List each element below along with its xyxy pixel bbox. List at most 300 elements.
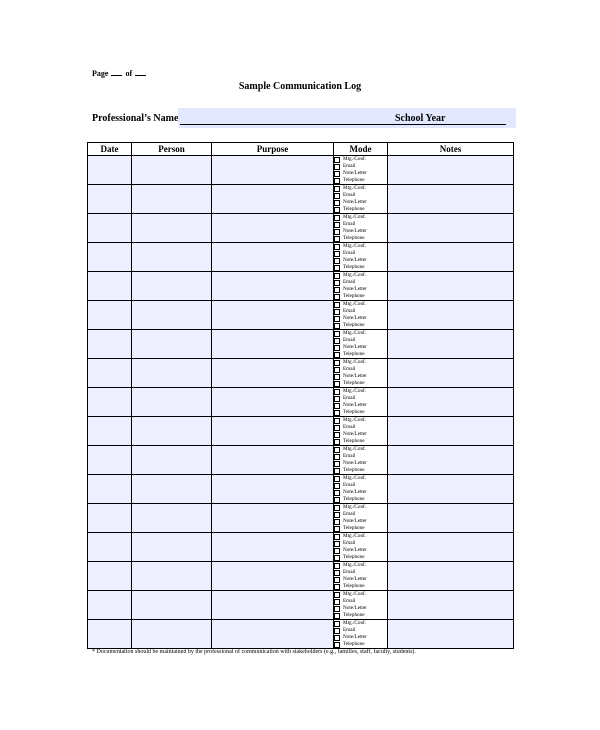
mode-option [334, 562, 387, 569]
mode-option-label: Note/Letter [343, 170, 367, 176]
table-row [88, 504, 514, 533]
mode-cell [334, 272, 388, 301]
mode-option [334, 605, 387, 612]
table-header-row [88, 143, 514, 156]
mode-checkbox[interactable] [334, 200, 340, 206]
mode-cell [334, 446, 388, 475]
mode-checkbox[interactable] [334, 642, 340, 648]
mode-option-label: Mtg./Conf. [343, 388, 367, 394]
mode-option [334, 156, 387, 163]
mode-checkbox[interactable] [334, 599, 340, 605]
mode-option-label: Note/Letter [343, 605, 367, 611]
notes-cell[interactable] [388, 446, 514, 475]
mode-option [334, 511, 387, 518]
person-cell[interactable] [132, 272, 212, 301]
mode-option-label: Mtg./Conf. [343, 620, 367, 626]
mode-cell [334, 504, 388, 533]
mode-option [334, 569, 387, 576]
mode-option-label: Telephone [343, 525, 365, 531]
mode-option-label: Note/Letter [343, 576, 367, 582]
date-cell[interactable] [88, 591, 132, 620]
mode-checkbox[interactable] [334, 570, 340, 576]
mode-checkbox[interactable] [334, 302, 340, 308]
mode-option-label: Note/Letter [343, 228, 367, 234]
mode-option [334, 446, 387, 453]
purpose-cell[interactable] [212, 591, 334, 620]
mode-checkbox[interactable] [334, 178, 340, 184]
mode-option [334, 221, 387, 228]
mode-checkbox[interactable] [334, 323, 340, 329]
mode-checkbox[interactable] [334, 505, 340, 511]
mode-option [334, 518, 387, 525]
mode-option [334, 301, 387, 308]
mode-option [334, 627, 387, 634]
mode-option-label: Note/Letter [343, 547, 367, 553]
mode-option-label: Email [343, 395, 356, 401]
table-body [88, 156, 514, 649]
mode-option [334, 583, 387, 590]
mode-cell [334, 359, 388, 388]
notes-cell[interactable] [388, 504, 514, 533]
mode-option [334, 315, 387, 322]
mode-option [334, 257, 387, 264]
mode-checkbox[interactable] [334, 534, 340, 540]
mode-option [334, 199, 387, 206]
mode-option [334, 612, 387, 619]
mode-checkbox[interactable] [334, 410, 340, 416]
mode-option-label: Note/Letter [343, 373, 367, 379]
mode-checkbox[interactable] [334, 309, 340, 315]
column-header-date: Date [88, 143, 132, 156]
date-cell[interactable] [88, 243, 132, 272]
page-title [0, 81, 600, 92]
mode-option-label: Telephone [343, 409, 365, 415]
date-cell[interactable] [88, 301, 132, 330]
mode-option [334, 235, 387, 242]
mode-checkbox[interactable] [334, 280, 340, 286]
notes-cell[interactable] [388, 417, 514, 446]
date-cell[interactable] [88, 330, 132, 359]
mode-option-label: Mtg./Conf. [343, 330, 367, 336]
mode-option-label: Email [343, 308, 356, 314]
mode-option-label: Mtg./Conf. [343, 562, 367, 568]
professional-name-label: Professional’s Name [92, 113, 179, 124]
mode-option-label: Email [343, 163, 356, 169]
mode-option [334, 185, 387, 192]
page-label: Page [92, 69, 109, 78]
person-cell[interactable] [132, 156, 212, 185]
mode-cell [334, 562, 388, 591]
mode-cell [334, 388, 388, 417]
mode-cell [334, 591, 388, 620]
mode-option [334, 598, 387, 605]
person-cell[interactable] [132, 504, 212, 533]
table-row [88, 185, 514, 214]
mode-checkbox[interactable] [334, 294, 340, 300]
table-row [88, 533, 514, 562]
mode-cell [334, 214, 388, 243]
person-cell[interactable] [132, 562, 212, 591]
mode-option-label: Mtg./Conf. [343, 591, 367, 597]
mode-checkbox[interactable] [334, 236, 340, 242]
notes-cell[interactable] [388, 330, 514, 359]
mode-option-label: Telephone [343, 177, 365, 183]
mode-checkbox[interactable] [334, 222, 340, 228]
notes-cell[interactable] [388, 272, 514, 301]
notes-cell[interactable] [388, 243, 514, 272]
mode-option [334, 467, 387, 474]
mode-checkbox[interactable] [334, 541, 340, 547]
mode-checkbox[interactable] [334, 439, 340, 445]
mode-checkbox[interactable] [334, 164, 340, 170]
mode-checkbox[interactable] [334, 316, 340, 322]
page-number-blank[interactable] [111, 68, 122, 76]
mode-option-label: Email [343, 366, 356, 372]
person-cell[interactable] [132, 417, 212, 446]
mode-option-label: Email [343, 192, 356, 198]
table-row [88, 620, 514, 649]
mode-checkbox[interactable] [334, 584, 340, 590]
mode-option-label: Note/Letter [343, 460, 367, 466]
mode-checkbox[interactable] [334, 526, 340, 532]
mode-checkbox[interactable] [334, 418, 340, 424]
table-row [88, 272, 514, 301]
mode-option [334, 554, 387, 561]
mode-option-label: Note/Letter [343, 431, 367, 437]
mode-option-label: Telephone [343, 235, 365, 241]
column-header-purpose: Purpose [212, 143, 334, 156]
mode-option-label: Mtg./Conf. [343, 185, 367, 191]
mode-checkbox[interactable] [334, 519, 340, 525]
mode-checkbox[interactable] [334, 360, 340, 366]
notes-cell[interactable] [388, 475, 514, 504]
mode-checkbox[interactable] [334, 229, 340, 235]
communication-log-table [87, 142, 514, 649]
mode-option-label: Telephone [343, 293, 365, 299]
person-cell[interactable] [132, 214, 212, 243]
notes-cell[interactable] [388, 388, 514, 417]
mode-option-label: Mtg./Conf. [343, 214, 367, 220]
table-row [88, 243, 514, 272]
person-cell[interactable] [132, 330, 212, 359]
person-cell[interactable] [132, 243, 212, 272]
mode-checkbox[interactable] [334, 454, 340, 460]
mode-option-label: Email [343, 279, 356, 285]
mode-option-label: Telephone [343, 322, 365, 328]
person-cell[interactable] [132, 185, 212, 214]
mode-checkbox[interactable] [334, 490, 340, 496]
mode-option [334, 547, 387, 554]
purpose-cell[interactable] [212, 243, 334, 272]
mode-checkbox[interactable] [334, 592, 340, 598]
table-row [88, 156, 514, 185]
mode-option [334, 576, 387, 583]
mode-option [334, 373, 387, 380]
mode-checkbox[interactable] [334, 186, 340, 192]
mode-option-label: Mtg./Conf. [343, 243, 367, 249]
school-year-underline [448, 124, 506, 125]
mode-checkbox[interactable] [334, 577, 340, 583]
date-cell[interactable] [88, 359, 132, 388]
school-year-field[interactable] [448, 108, 516, 128]
mode-checkbox[interactable] [334, 207, 340, 213]
purpose-cell[interactable] [212, 475, 334, 504]
mode-checkbox[interactable] [334, 483, 340, 489]
mode-option [334, 264, 387, 271]
notes-cell[interactable] [388, 591, 514, 620]
purpose-cell[interactable] [212, 620, 334, 649]
mode-option [334, 460, 387, 467]
mode-option [334, 351, 387, 358]
date-cell[interactable] [88, 417, 132, 446]
mode-cell [334, 417, 388, 446]
mode-option-label: Mtg./Conf. [343, 533, 367, 539]
mode-cell [334, 301, 388, 330]
mode-checkbox[interactable] [334, 621, 340, 627]
purpose-cell[interactable] [212, 272, 334, 301]
date-cell[interactable] [88, 388, 132, 417]
mode-option-label: Note/Letter [343, 518, 367, 524]
mode-option-label: Note/Letter [343, 634, 367, 640]
purpose-cell[interactable] [212, 504, 334, 533]
person-cell[interactable] [132, 533, 212, 562]
mode-option [334, 330, 387, 337]
mode-option [334, 214, 387, 221]
mode-checkbox[interactable] [334, 548, 340, 554]
notes-cell[interactable] [388, 359, 514, 388]
mode-checkbox[interactable] [334, 476, 340, 482]
date-cell[interactable] [88, 533, 132, 562]
date-cell[interactable] [88, 214, 132, 243]
notes-cell[interactable] [388, 156, 514, 185]
notes-cell[interactable] [388, 214, 514, 243]
mode-checkbox[interactable] [334, 432, 340, 438]
mode-cell [334, 243, 388, 272]
mode-option [334, 402, 387, 409]
table-row [88, 214, 514, 243]
mode-option-label: Email [343, 221, 356, 227]
mode-cell [334, 156, 388, 185]
person-cell[interactable] [132, 591, 212, 620]
mode-checkbox[interactable] [334, 215, 340, 221]
mode-checkbox[interactable] [334, 468, 340, 474]
page-title-text: Sample Communication Log [238, 81, 362, 92]
table-row [88, 330, 514, 359]
mode-option-label: Mtg./Conf. [343, 272, 367, 278]
mode-option [334, 337, 387, 344]
mode-option-label: Email [343, 627, 356, 633]
purpose-cell[interactable] [212, 562, 334, 591]
person-cell[interactable] [132, 620, 212, 649]
mode-option-label: Telephone [343, 612, 365, 618]
purpose-cell[interactable] [212, 330, 334, 359]
mode-checkbox[interactable] [334, 331, 340, 337]
mode-checkbox[interactable] [334, 425, 340, 431]
mode-option [334, 417, 387, 424]
mode-option-label: Telephone [343, 583, 365, 589]
mode-option-label: Note/Letter [343, 257, 367, 263]
purpose-cell[interactable] [212, 417, 334, 446]
mode-option-label: Email [343, 598, 356, 604]
column-header-person: Person [132, 143, 212, 156]
mode-option [334, 250, 387, 257]
mode-option-label: Mtg./Conf. [343, 504, 367, 510]
mode-option [334, 395, 387, 402]
mode-option [334, 438, 387, 445]
mode-checkbox[interactable] [334, 381, 340, 387]
mode-option-label: Note/Letter [343, 489, 367, 495]
purpose-cell[interactable] [212, 214, 334, 243]
date-cell[interactable] [88, 446, 132, 475]
date-cell[interactable] [88, 185, 132, 214]
mode-checkbox[interactable] [334, 563, 340, 569]
notes-cell[interactable] [388, 301, 514, 330]
mode-checkbox[interactable] [334, 512, 340, 518]
mode-option [334, 409, 387, 416]
mode-option [334, 308, 387, 315]
mode-option-label: Note/Letter [343, 402, 367, 408]
mode-checkbox[interactable] [334, 447, 340, 453]
mode-option [334, 453, 387, 460]
mode-option [334, 163, 387, 170]
mode-option [334, 496, 387, 503]
mode-checkbox[interactable] [334, 251, 340, 257]
column-header-mode: Mode [334, 143, 388, 156]
date-cell[interactable] [88, 475, 132, 504]
mode-option-label: Telephone [343, 496, 365, 502]
table-row [88, 591, 514, 620]
mode-checkbox[interactable] [334, 273, 340, 279]
professional-name-underline [180, 124, 482, 125]
mode-option-label: Note/Letter [343, 199, 367, 205]
table-row [88, 446, 514, 475]
mode-option [334, 525, 387, 532]
mode-option [334, 228, 387, 235]
mode-option-label: Note/Letter [343, 286, 367, 292]
mode-cell [334, 533, 388, 562]
mode-cell [334, 185, 388, 214]
mode-option [334, 177, 387, 184]
school-year-label: School Year [395, 113, 446, 124]
date-cell[interactable] [88, 156, 132, 185]
professional-info-row [92, 108, 517, 130]
mode-checkbox[interactable] [334, 635, 340, 641]
mode-checkbox[interactable] [334, 389, 340, 395]
mode-option [334, 272, 387, 279]
mode-option-label: Mtg./Conf. [343, 475, 367, 481]
date-cell[interactable] [88, 620, 132, 649]
person-cell[interactable] [132, 475, 212, 504]
purpose-cell[interactable] [212, 301, 334, 330]
notes-cell[interactable] [388, 562, 514, 591]
person-cell[interactable] [132, 446, 212, 475]
mode-option [334, 279, 387, 286]
purpose-cell[interactable] [212, 359, 334, 388]
mode-checkbox[interactable] [334, 367, 340, 373]
mode-option [334, 489, 387, 496]
mode-checkbox[interactable] [334, 374, 340, 380]
mode-checkbox[interactable] [334, 258, 340, 264]
mode-checkbox[interactable] [334, 287, 340, 293]
person-cell[interactable] [132, 359, 212, 388]
mode-option [334, 322, 387, 329]
date-cell[interactable] [88, 272, 132, 301]
purpose-cell[interactable] [212, 156, 334, 185]
column-header-notes: Notes [388, 143, 514, 156]
mode-option-label: Telephone [343, 206, 365, 212]
mode-checkbox[interactable] [334, 606, 340, 612]
purpose-cell[interactable] [212, 388, 334, 417]
mode-option [334, 475, 387, 482]
mode-checkbox[interactable] [334, 555, 340, 561]
mode-option-label: Telephone [343, 467, 365, 473]
mode-checkbox[interactable] [334, 461, 340, 467]
of-label: of [125, 69, 133, 78]
purpose-cell[interactable] [212, 446, 334, 475]
mode-option [334, 504, 387, 511]
purpose-cell[interactable] [212, 185, 334, 214]
table-row [88, 301, 514, 330]
mode-checkbox[interactable] [334, 396, 340, 402]
person-cell[interactable] [132, 388, 212, 417]
notes-cell[interactable] [388, 533, 514, 562]
page-total-blank[interactable] [135, 68, 146, 76]
mode-checkbox[interactable] [334, 244, 340, 250]
mode-checkbox[interactable] [334, 628, 340, 634]
date-cell[interactable] [88, 562, 132, 591]
notes-cell[interactable] [388, 620, 514, 649]
mode-option [334, 286, 387, 293]
mode-option [334, 482, 387, 489]
person-cell[interactable] [132, 301, 212, 330]
mode-checkbox[interactable] [334, 265, 340, 271]
mode-option [334, 293, 387, 300]
mode-checkbox[interactable] [334, 352, 340, 358]
mode-checkbox[interactable] [334, 403, 340, 409]
mode-option-label: Telephone [343, 641, 365, 647]
mode-option-label: Telephone [343, 380, 365, 386]
mode-checkbox[interactable] [334, 497, 340, 503]
mode-option [334, 206, 387, 213]
mode-checkbox[interactable] [334, 338, 340, 344]
mode-option-label: Mtg./Conf. [343, 156, 367, 162]
mode-checkbox[interactable] [334, 193, 340, 199]
mode-option-label: Note/Letter [343, 344, 367, 350]
notes-cell[interactable] [388, 185, 514, 214]
mode-checkbox[interactable] [334, 171, 340, 177]
mode-option-label: Email [343, 424, 356, 430]
mode-option [334, 533, 387, 540]
date-cell[interactable] [88, 504, 132, 533]
mode-cell [334, 475, 388, 504]
mode-option-label: Telephone [343, 438, 365, 444]
mode-option-label: Email [343, 482, 356, 488]
mode-option-label: Mtg./Conf. [343, 359, 367, 365]
mode-option-label: Email [343, 337, 356, 343]
mode-option-label: Telephone [343, 554, 365, 560]
mode-checkbox[interactable] [334, 345, 340, 351]
mode-checkbox[interactable] [334, 157, 340, 163]
mode-option-label: Mtg./Conf. [343, 301, 367, 307]
table-row [88, 388, 514, 417]
mode-option [334, 540, 387, 547]
mode-option-label: Email [343, 453, 356, 459]
table-row [88, 475, 514, 504]
mode-option-label: Note/Letter [343, 315, 367, 321]
mode-option [334, 591, 387, 598]
mode-checkbox[interactable] [334, 613, 340, 619]
purpose-cell[interactable] [212, 533, 334, 562]
